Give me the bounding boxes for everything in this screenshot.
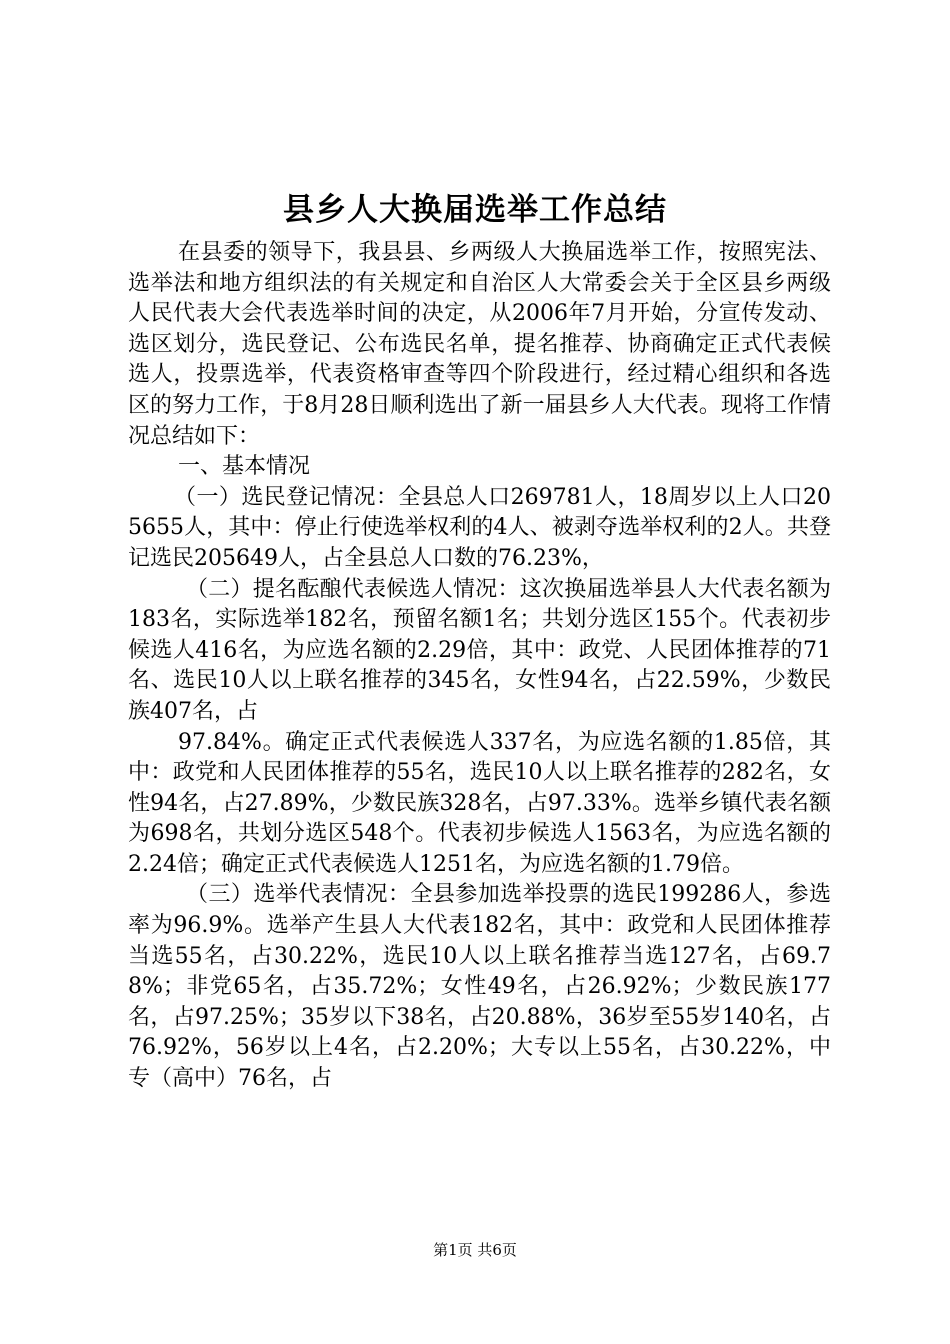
section-heading-basic: 一、基本情况 <box>178 454 311 480</box>
page-number-footer: 第1页 共6页 <box>433 1241 517 1259</box>
paragraph-candidate-nomination-cont: 97.84%。确定正式代表候选人337名，为应选名额的1.85倍，其中：政党和人民团体推荐的55名，选民10人以上联名推荐的282名，女性94名，占27.89%，少数民族328名，占97.33%。选举乡镇代表名额为698名，共划分选区548个。代表初步候选人1563名，为应选名额的2.24倍；确定正式代表候选人1251名，为应选名额的1.79倍。 <box>128 729 831 877</box>
intro-paragraph: 在县委的领导下，我县县、乡两级人大换届选举工作，按照宪法、选举法和地方组织法的有关规定和自治区人大常委会关于全区县乡两级人民代表大会代表选举时间的决定，从2006年7月开始，分宣传发动、选区划分，选民登记、公布选民名单，提名推荐、协商确定正式代表候选人，投票选举，代表资格审查等四个阶段进行，经过精心组织和各选区的努力工作，于8月28日顺利选出了新一届县乡人大代表。现将工作情况总结如下： <box>128 240 831 449</box>
paragraph-voter-registration: （一）选民登记情况：全县总人口269781人，18周岁以上人口205655人，其中：停止行使选举权利的4人、被剥夺选举权利的2人。共登记选民205649人，占全县总人口数的76.23%， <box>128 484 831 571</box>
document-body <box>128 238 831 1095</box>
document-title: 县乡人大换届选举工作总结 <box>283 192 667 228</box>
paragraph-candidate-nomination: （二）提名酝酿代表候选人情况：这次换届选举县人大代表名额为183名，实际选举182名，预留名额1名；共划分选区155个。代表初步候选人416名，为应选名额的2.29倍，其中：政党、人民团体推荐的71名、选民10人以上联名推荐的345名，女性94名，占22.59%，少数民族407名，占 <box>128 576 831 724</box>
paragraph-election-results: （三）选举代表情况：全县参加选举投票的选民199286人，参选率为96.9%。选举产生县人大代表182名，其中：政党和人民团体推荐当选55名，占30.22%，选民10人以上联名推荐当选127名，占69.78%；非党65名，占35.72%；女性49名，占26.92%；少数民族177名，占97.25%；35岁以下38名，占20.88%，36岁至55岁140名，占76.92%，56岁以上4名，占2.20%；大专以上55名，占30.22%，中专（高中）76名，占 <box>128 882 831 1092</box>
